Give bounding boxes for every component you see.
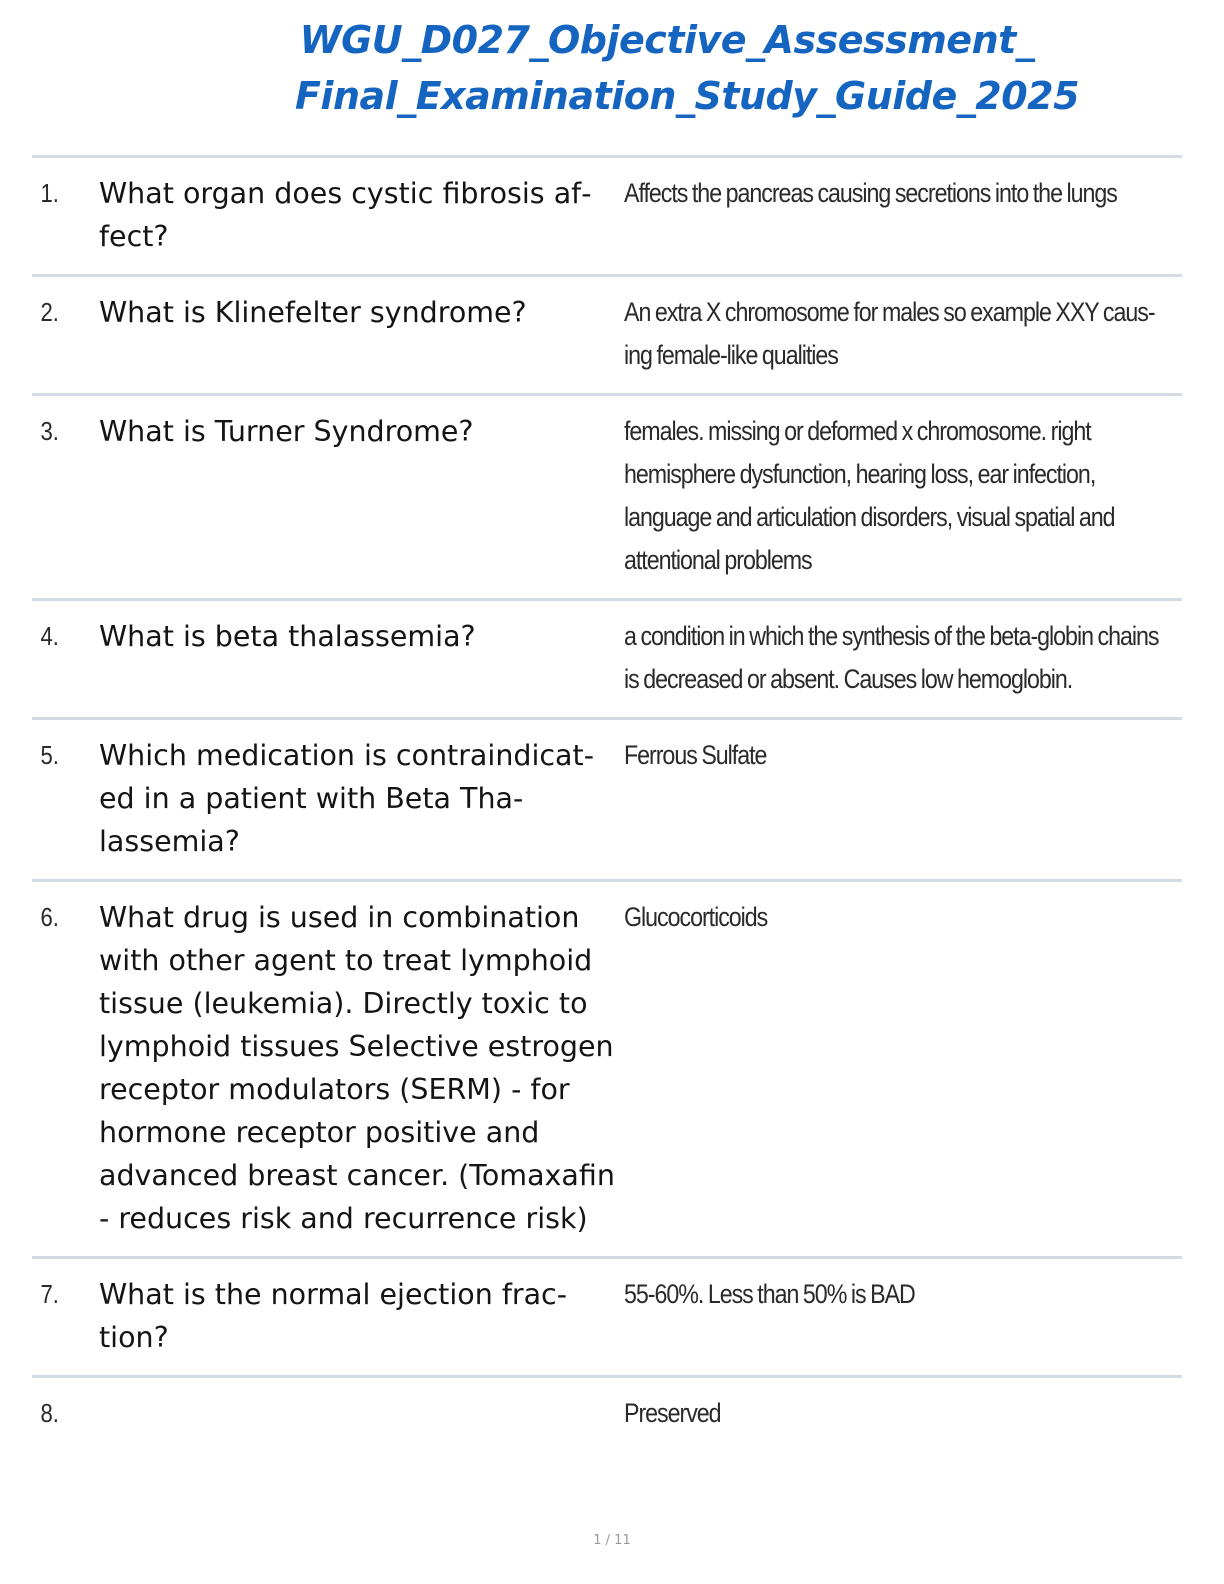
document-title-line-1: WGU_D027_Objective_Assessment_ [299,18,1035,62]
qa-row [32,277,1182,396]
document-title-line-2: Final_Examination_Study_Guide_2025 [294,74,1080,118]
question-text: Which medication is contraindicated in a patient with Beta Thalassemia? [99,739,594,858]
answer-text-value: a condition in which the synthesis of the beta-globin chains is decreased or absent. Causes low hemoglobin. [624,621,1159,694]
qa-row [32,1259,1182,1378]
page-indicator: 1 / 11 [593,1533,631,1548]
qa-row [32,158,1182,277]
question-number: 5. [40,740,59,770]
question-text: What is beta thalassemia? [99,620,476,653]
answer-text [624,1392,1164,1435]
qa-row [32,1378,1182,1451]
answer-text [624,896,1164,1240]
document-title [0,12,1224,124]
answer-text-value: An extra X chromosome for males so example XXY causing female-like qualities [624,297,1156,370]
qa-row [32,396,1182,601]
qa-list [32,155,1182,1451]
answer-text-value: Ferrous Sulfate [624,740,767,770]
question-text: What is Klinefelter syndrome? [99,296,527,329]
answer-text-value: Glucocorticoids [624,902,768,932]
answer-text [624,734,1164,863]
answer-text-value: females. missing or deformed x chromosome. right hemisphere dysfunction, hearing loss, ear infection, language and articulation disorders, visual spatial and attentional problems [624,416,1115,575]
answer-text [624,1273,1164,1359]
question-number: 3. [40,416,59,446]
question-text [99,1392,624,1435]
answer-text [624,172,1164,258]
answer-text-value: Affects the pancreas causing secretions into the lungs [624,178,1117,208]
question-number: 4. [40,621,59,651]
question-text: What is Turner Syndrome? [99,415,474,448]
question-number: 7. [40,1279,59,1309]
answer-text [624,615,1164,701]
answer-text-value: 55-60%. Less than 50% is BAD [624,1279,915,1309]
qa-row [32,720,1182,882]
question-text: What is the normal ejection fraction? [99,1278,568,1354]
question-text: What organ does cystic fibrosis affect? [99,177,592,253]
qa-row [32,882,1182,1259]
qa-row [32,601,1182,720]
answer-text [624,291,1164,377]
question-text: What drug is used in combination with other agent to treat lymphoid tissue (leukemia). Directly toxic to lymphoid tissues Selective estrogen receptor modulators (SERM) - for hormone receptor positive and advanced breast cancer. (Tomaxafin - reduces risk and recurrence risk) [99,901,615,1235]
answer-text [624,410,1164,582]
answer-text-value: Preserved [624,1398,721,1428]
question-number: 8. [40,1398,59,1428]
question-number: 6. [40,902,59,932]
question-number: 2. [40,297,59,327]
question-number: 1. [40,178,59,208]
